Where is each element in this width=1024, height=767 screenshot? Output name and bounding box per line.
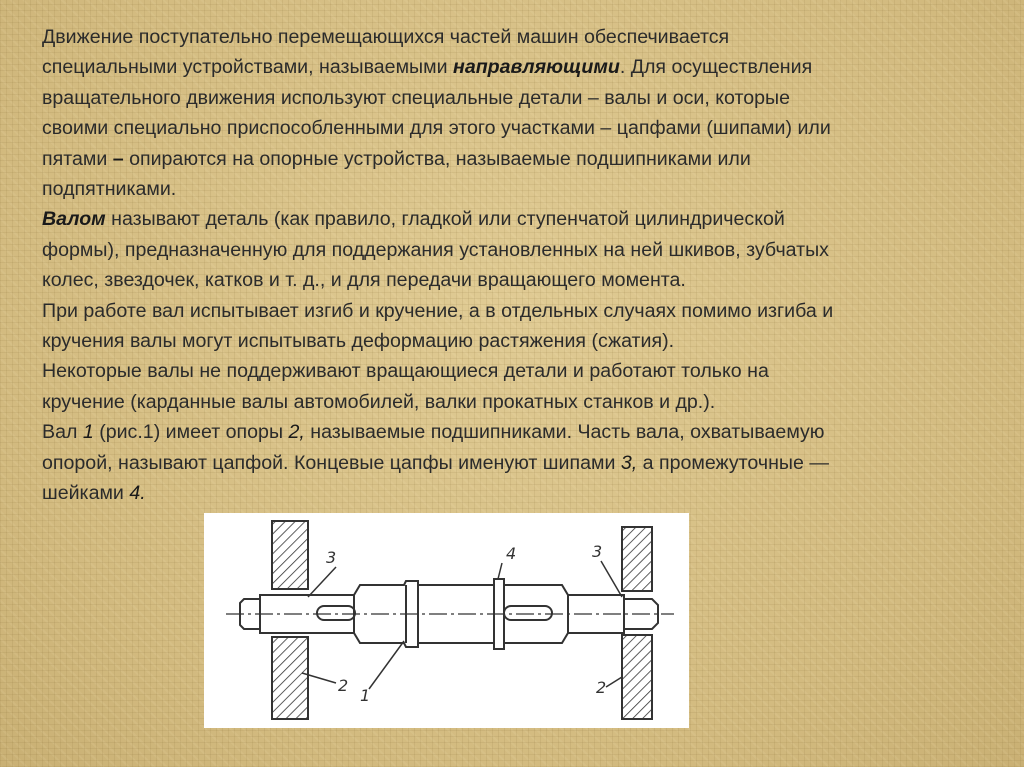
paragraph-guides <box>42 22 1007 52</box>
text-span: кручения валы могут испытывать деформацию растяжения (сжатия). <box>42 330 675 353</box>
text-line <box>42 174 1007 204</box>
text-line <box>42 83 1007 113</box>
text-line: Движение поступательно перемещающихся частей машин обеспечивается <box>42 26 730 48</box>
right-support <box>622 635 652 719</box>
text-span: вращательного движения используют специальные детали – валы и оси, которые <box>42 86 791 109</box>
callout-label: 2 <box>596 678 607 697</box>
text-line <box>42 52 1007 82</box>
text-span: специальными устройствами, называемыми <box>42 56 453 79</box>
text-span: . Для осуществления <box>619 56 813 79</box>
paragraph-shaft-definition <box>42 204 1007 234</box>
ref-number: 3, <box>620 451 638 474</box>
text-line <box>42 448 1007 478</box>
ref-number: 2, <box>288 421 305 444</box>
right-support <box>622 527 652 591</box>
text-line <box>42 235 1007 265</box>
text-span: опираются на опорные устройства, называемые подшипниками или <box>123 147 751 170</box>
callout-label: 3 <box>592 542 603 561</box>
term-guides: направляющими <box>452 56 620 79</box>
ref-number: 1 <box>82 421 94 444</box>
paragraph-figure-ref <box>42 417 1007 447</box>
callout-label: 1 <box>360 686 371 705</box>
callout-label: 3 <box>326 548 337 567</box>
text-span: подпятниками. <box>42 178 177 201</box>
text-span: При работе вал испытывает изгиб и кручение, а в отдельных случаях помимо изгиба и <box>42 299 834 322</box>
text-line <box>42 113 1007 143</box>
left-support <box>272 637 308 719</box>
text-span: своими специально приспособленными для этого участками – цапфами (шипами) или <box>42 117 831 140</box>
left-support <box>272 521 308 589</box>
text-line <box>42 478 1007 508</box>
slide-body-text <box>42 22 1007 509</box>
paragraph-loads <box>42 296 1007 326</box>
text-span: называют деталь (как правило, гладкой или ступенчатой цилиндрической <box>105 208 785 231</box>
shaft-drawing <box>204 513 689 728</box>
text-line <box>42 326 1007 356</box>
text-line <box>42 144 1007 174</box>
callout-label: 4 <box>506 544 517 563</box>
term-shaft: Валом <box>42 208 106 231</box>
text-span: формы), предназначенную для поддержания установленных на ней шкивов, зубчатых <box>42 238 829 261</box>
text-span: кручение (карданные валы автомобилей, валки прокатных станков и др.). <box>42 390 716 413</box>
bold-dash: – <box>112 147 124 170</box>
ref-number: 4. <box>129 482 146 505</box>
text-span: а промежуточные — <box>637 451 829 474</box>
text-span: называемые подшипниками. Часть вала, охватываемую <box>304 421 825 444</box>
text-line <box>42 265 1007 295</box>
callout-label: 2 <box>338 676 349 695</box>
text-span: Вал <box>42 421 83 444</box>
text-span: Некоторые валы не поддерживают вращающиеся детали и работают только на <box>42 360 769 383</box>
text-span: пятами <box>42 147 113 170</box>
text-span: колес, звездочек, катков и т. д., и для передачи вращающего момента. <box>42 269 686 292</box>
text-span: опорой, называют цапфой. Концевые цапфы именуют шипами <box>42 451 621 474</box>
text-span: шейками <box>42 482 130 505</box>
text-span: (рис.1) имеет опоры <box>93 421 289 444</box>
text-line <box>42 387 1007 417</box>
paragraph-torsion <box>42 356 1007 386</box>
shaft-figure <box>204 513 689 728</box>
